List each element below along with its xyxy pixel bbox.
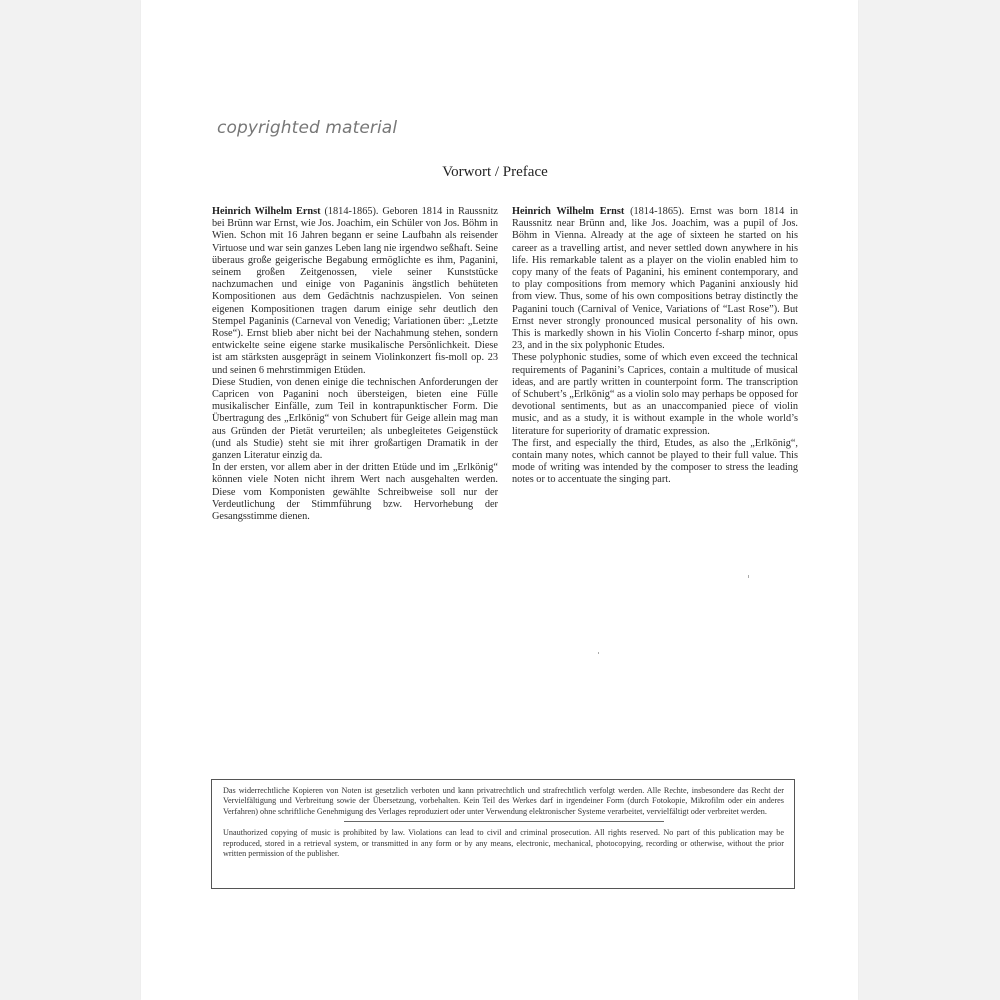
english-paragraph-1 [512, 206, 798, 352]
english-paragraph-2: These polyphonic studies, some of which even exceed the technical requirements of Paganini’s Caprices, contain a multitude of musical ideas, and are partly written in counterpoint form. The transcription of Schubert’s „Erlkönig“ as a violin solo may perhaps be opposed for devotional sentiments, but as an unaccompanied piece of violin music, and as a study, it is without example in the whole world’s literature for superiority of dramatic expression. [512, 352, 798, 437]
german-paragraph-1 [212, 206, 498, 377]
german-paragraph-1-text: (1814-1865). Geboren 1814 in Raussnitz bei Brünn war Ernst, wie Jos. Joachim, ein Schüler von Jos. Böhm in Wien. Schon mit 16 Jahren begann er seine Laufbahn als reisender Virtuose und war sein ganzes Leben lang nie irgendwo seßhaft. Seine überaus große geigerische Begabung ermöglichte es ihm, Paganini, seinem großen Zeitgenossen, viele seiner Kunststücke nachzumachen und einige von Paganinis ängstlich behüteten Kompositionen aus dem Gedächtnis nachzuspielen. Von seinen eigenen Kompositionen tragen darum einige sehr deutlich den Stempel Paganinis (Carneval von Venedig; Variationen über: „Letzte Rose“). Ernst blieb aber nicht bei der Nachahmung stehen, sondern entwickelte seine eigene starke musikalische Persönlichkeit. Diese ist am stärksten ausgeprägt in seinem Violinkonzert fis-moll op. 23 und seinen 6 mehrstimmigen Etüden. [212, 206, 499, 376]
german-composer-name: Heinrich Wilhelm Ernst [212, 206, 321, 217]
copyright-notice-german: Das widerrechtliche Kopieren von Noten ist gesetzlich verboten und kann privatrechtlich und strafrechtlich verfolgt werden. Alle Rechte, insbesondere das Recht der Vervielfältigung und Verbreitung sowie der Übersetzung, vorbehalten. Kein Teil des Werkes darf in irgendeiner Form (durch Fotokopie, Mikrofilm oder ein anderes Verfahren) ohne schriftliche Genehmigung des Verlages reproduziert oder unter Verwendung elektronischer Systeme verarbeitet, vervielfältigt oder verbreitet werden. [223, 786, 784, 816]
preface-english-column [512, 206, 798, 487]
copyright-notice-english: Unauthorized copying of music is prohibited by law. Violations can lead to civil and criminal prosecution. All rights reserved. No part of this publication may be reproduced, stored in a retrieval system, or transmitted in any form or by any means, electronic, mechanical, photocopying, recording or otherwise, without the prior written permission of the publisher. [223, 828, 784, 859]
notice-divider [344, 821, 664, 822]
english-composer-name: Heinrich Wilhelm Ernst [512, 206, 625, 217]
german-paragraph-2: Diese Studien, von denen einige die technischen Anforderungen der Capricen von Paganini noch übersteigen, bieten eine Fülle musikalischer Einfälle, zum Teil in kontrapunktischer Form. Die Übertragung des „Erlkönig“ von Schubert für Geige allein mag man aus Gründen der Pietät verurteilen; als unbegleitetes Geigenstück (und als Studie) steht sie mit ihrer großartigen Dramatik in der ganzen Literatur einzig da. [212, 376, 498, 462]
german-paragraph-3: In der ersten, vor allem aber in der dritten Etüde und im „Erlkönig“ können viele Noten nicht ihrem Wert nach ausgehalten werden. Diese vom Komponisten gewählte Schreibweise soll nur der Verdeutlichung der Stimmführung bzw. Hervorhebung der Gesangsstimme dienen. [212, 462, 498, 523]
scan-speck [748, 575, 749, 578]
english-paragraph-1-text: (1814-1865). Ernst was born 1814 in Raussnitz near Brünn and, like Jos. Joachim, was a pupil of Jos. Böhm in Vienna. Already at the age of sixteen he started on his career as a travelling artist, and never settled down anywhere in his life. His remarkable talent as a player on the violin enabled him to copy many of the feats of Paganini, his eminent contemporary, and to play compositions from memory which Paganini anxiously hid from view. Thus, some of his own compositions betray distinctly the Paganini touch (Carnival of Venice, Variations of “Last Rose”). But Ernst never strongly pronounced musical personality of his own. This is markedly shown in his Violin Concerto f-sharp minor, opus 23, and in the six polyphonic Etudes. [512, 206, 798, 352]
watermark: copyrighted material [217, 118, 398, 138]
page-title: Vorwort / Preface [442, 164, 548, 180]
english-paragraph-3: The first, and especially the third, Etudes, as also the „Erlkönig“, contain many notes, which cannot be played to their full value. This mode of writing was intended by the composer to stress the leading notes or to accentuate the singing part. [512, 437, 798, 486]
copyright-notice-box [211, 779, 795, 889]
preface-german-column [212, 206, 498, 523]
scan-speck [598, 652, 599, 654]
